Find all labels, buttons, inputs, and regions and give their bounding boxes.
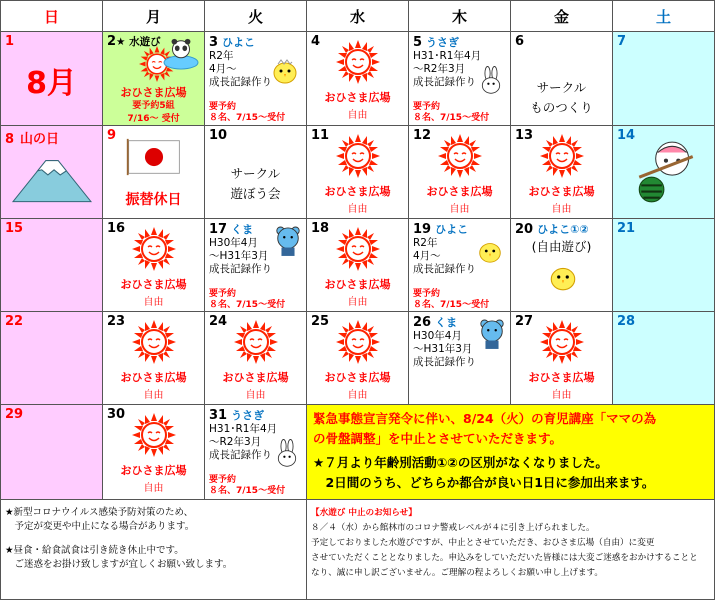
event-title: おひさま広場 [426, 185, 493, 198]
day-21 [612, 218, 715, 312]
class-details: H31･R1年4月 ～R2年3月 成長記録作り [413, 50, 482, 88]
weekday-sat: 土 [612, 0, 715, 32]
notice-age-line2: 2日間のうち、どちらか都合が良い日1日に参加出来ます。 [313, 475, 655, 490]
day-12 [408, 125, 511, 219]
notice-line: 予定しておりました水遊びですが、中止とさせていただき、おひさま広場（自由）に変更 [311, 538, 655, 548]
day-number: 14 [617, 128, 636, 143]
day-number: 6 [515, 34, 525, 49]
holiday-label: 振替休日 [125, 192, 182, 208]
notice-line: なり、誠に申し訳ございません。ご理解の程よろしくお願い申し上げます。 [311, 568, 604, 578]
bear-icon [478, 318, 506, 350]
day-number: 13 [515, 128, 534, 143]
footer-line: ご迷惑をお掛け致しますが宜しくお願い致します。 [5, 559, 233, 570]
event-sub: 自由 [245, 390, 266, 401]
day-14 [612, 125, 715, 219]
event-sub: 自由 [347, 390, 368, 401]
reservation-note: 要予約 ８名、7/15～受付 [209, 102, 286, 123]
day-number: 7 [617, 34, 627, 49]
day-number: 19 ひよこ [413, 222, 469, 237]
event-sub: 自由 [143, 297, 164, 308]
event-sub: 自由 [347, 110, 368, 121]
day-number: 11 [311, 128, 330, 143]
day-31 [204, 404, 307, 500]
class-details: R2年 4月～ 成長記録作り [413, 237, 476, 275]
day-22 [0, 311, 103, 405]
circle-activity: サークル ものつくり [530, 80, 593, 115]
day-24 [204, 311, 307, 405]
day-number: 2★ 水遊び [107, 34, 161, 49]
day-8 [0, 125, 103, 219]
weekday-fri: 金 [510, 0, 613, 32]
day-number: 28 [617, 314, 636, 329]
footer-covid-note [0, 499, 307, 600]
day-26 [408, 311, 511, 405]
day-number: 30 [107, 407, 126, 422]
day-29 [0, 404, 103, 500]
notice-cancel-line2: の骨盤調整」を中止とさせていただきます。 [313, 431, 563, 446]
footer-line: ★昼食・給食試食は引き続き休止中です。 [5, 545, 184, 556]
event-sub: 自由 [143, 483, 164, 494]
sun-icon [336, 320, 380, 364]
footer-water-play-notice [306, 499, 715, 600]
day-13 [510, 125, 613, 219]
day-number: 29 [5, 407, 24, 422]
day-number: 9 [107, 128, 117, 143]
day-number: 15 [5, 221, 24, 236]
rabbit-icon [274, 439, 300, 471]
chick-icon [270, 56, 300, 86]
event-title: おひさま広場 [528, 371, 595, 384]
day-30 [102, 404, 205, 500]
day-27 [510, 311, 613, 405]
day-9 [102, 125, 205, 219]
weekday-sun: 日 [0, 0, 103, 32]
event-title: おひさま広場 [324, 278, 391, 291]
day-number: 23 [107, 314, 126, 329]
day-number: 10 [209, 128, 228, 143]
day-number: 20 ひよこ①② [515, 222, 589, 237]
sun-icon [132, 320, 176, 364]
circle-activity: サークル 遊ぼう会 [230, 166, 281, 201]
reservation-note: 要予約 ８名、7/15～受付 [413, 289, 490, 310]
class-details: H30年4月 ～H31年3月 成長記録作り [413, 330, 476, 368]
day-16 [102, 218, 205, 312]
event-title: おひさま広場 [324, 371, 391, 384]
event-title: おひさま広場 [120, 371, 187, 384]
japan-flag-icon [125, 138, 183, 176]
day-19 [408, 218, 511, 312]
event-sub: 自由 [143, 390, 164, 401]
day-number: 8 山の日 [5, 132, 60, 147]
bear-icon [274, 225, 302, 257]
day-1 [0, 31, 103, 126]
reservation-date: 7/16～ 受付 [127, 114, 180, 124]
watermelon-panda-icon [631, 134, 703, 210]
event-title: おひさま広場 [120, 86, 187, 99]
day-23 [102, 311, 205, 405]
sun-icon [234, 320, 278, 364]
day-number: 24 [209, 314, 228, 329]
sun-icon [438, 134, 482, 178]
event-title: おひさま広場 [120, 464, 187, 477]
day-3 [204, 31, 307, 126]
weekday-mon: 月 [102, 0, 205, 32]
reservation-note: 要予約5組 [132, 101, 175, 111]
notice-title: 【水遊び 中止のお知らせ】 [311, 508, 417, 518]
mount-fuji-icon [11, 152, 93, 204]
event-sub: 自由 [347, 297, 368, 308]
day-number: 12 [413, 128, 432, 143]
notice-cancel-line1: 緊急事態宣言発令に伴い、8/24（火）の育児講座「ママの為 [313, 411, 657, 426]
day-number: 17 くま [209, 222, 254, 237]
panda-pool-icon [162, 36, 200, 70]
class-details: H30年4月 ～H31年3月 成長記録作り [209, 237, 272, 275]
day-number: 22 [5, 314, 24, 329]
reservation-note: 要予約 ８名、7/15～受付 [209, 475, 286, 496]
day-11 [306, 125, 409, 219]
sun-icon [336, 227, 380, 271]
day-17 [204, 218, 307, 312]
event-sub: 自由 [449, 204, 470, 215]
day-28 [612, 311, 715, 405]
day-number: 4 [311, 34, 321, 49]
notice-age-line1: ★７月より年齢別活動①②の区別がなくなりました。 [313, 455, 608, 470]
chick-icon [547, 261, 579, 293]
event-sub: 自由 [551, 390, 572, 401]
sun-icon [132, 413, 176, 457]
footer-line: ★新型コロナウイルス感染予防対策のため、 [5, 507, 194, 518]
sun-icon [540, 320, 584, 364]
event-sub: 自由 [347, 204, 368, 215]
event-title: おひさま広場 [528, 185, 595, 198]
day-number: 16 [107, 221, 126, 236]
weekday-tue: 火 [204, 0, 307, 32]
day-6 [510, 31, 613, 126]
day-18 [306, 218, 409, 312]
day-7 [612, 31, 715, 126]
day-number: 27 [515, 314, 534, 329]
free-play-label: (自由遊び) [531, 239, 592, 254]
sun-icon [336, 134, 380, 178]
footer-line: 予定が変更や中止になる場合があります。 [5, 521, 195, 532]
day-20 [510, 218, 613, 312]
day-number: 25 [311, 314, 330, 329]
day-number: 3 ひよこ [209, 35, 256, 50]
day-5 [408, 31, 511, 126]
sun-icon [540, 134, 584, 178]
day-number: 5 うさぎ [413, 35, 460, 50]
weekday-wed: 水 [306, 0, 409, 32]
event-sub: 自由 [551, 204, 572, 215]
notice-line: ８／４（水）から館林市のコロナ警戒レベルが４に引き上げられました。 [311, 523, 595, 533]
rabbit-icon [478, 66, 504, 98]
sun-icon [336, 40, 380, 84]
notice-line: させていただくこととなりました。申込みをしていただいた皆様には大変ご迷惑をおかけすることと [311, 553, 698, 563]
day-number: 26 くま [413, 315, 458, 330]
sun-icon [132, 227, 176, 271]
event-title: おひさま広場 [222, 371, 289, 384]
weekday-thu: 木 [408, 0, 511, 32]
day-15 [0, 218, 103, 312]
day-10 [204, 125, 307, 219]
reservation-note: 要予約 ８名、7/15～受付 [209, 289, 286, 310]
class-details: H31･R1年4月 ～R2年3月 成長記録作り [209, 423, 278, 461]
chick-icon [476, 237, 504, 265]
class-details: R2年 4月～ 成長記録作り [209, 50, 272, 88]
reservation-note: 要予約 ８名、7/15～受付 [413, 102, 490, 123]
day-25 [306, 311, 409, 405]
day-number: 1 [5, 34, 15, 49]
day-number: 18 [311, 221, 330, 236]
event-title: おひさま広場 [324, 185, 391, 198]
day-4 [306, 31, 409, 126]
month-label: 8月 [26, 66, 77, 101]
event-title: おひさま広場 [120, 278, 187, 291]
event-title: おひさま広場 [324, 91, 391, 104]
day-number: 21 [617, 221, 636, 236]
day-number: 31 うさぎ [209, 408, 265, 423]
day-2 [102, 31, 205, 126]
notice-box [306, 404, 715, 500]
